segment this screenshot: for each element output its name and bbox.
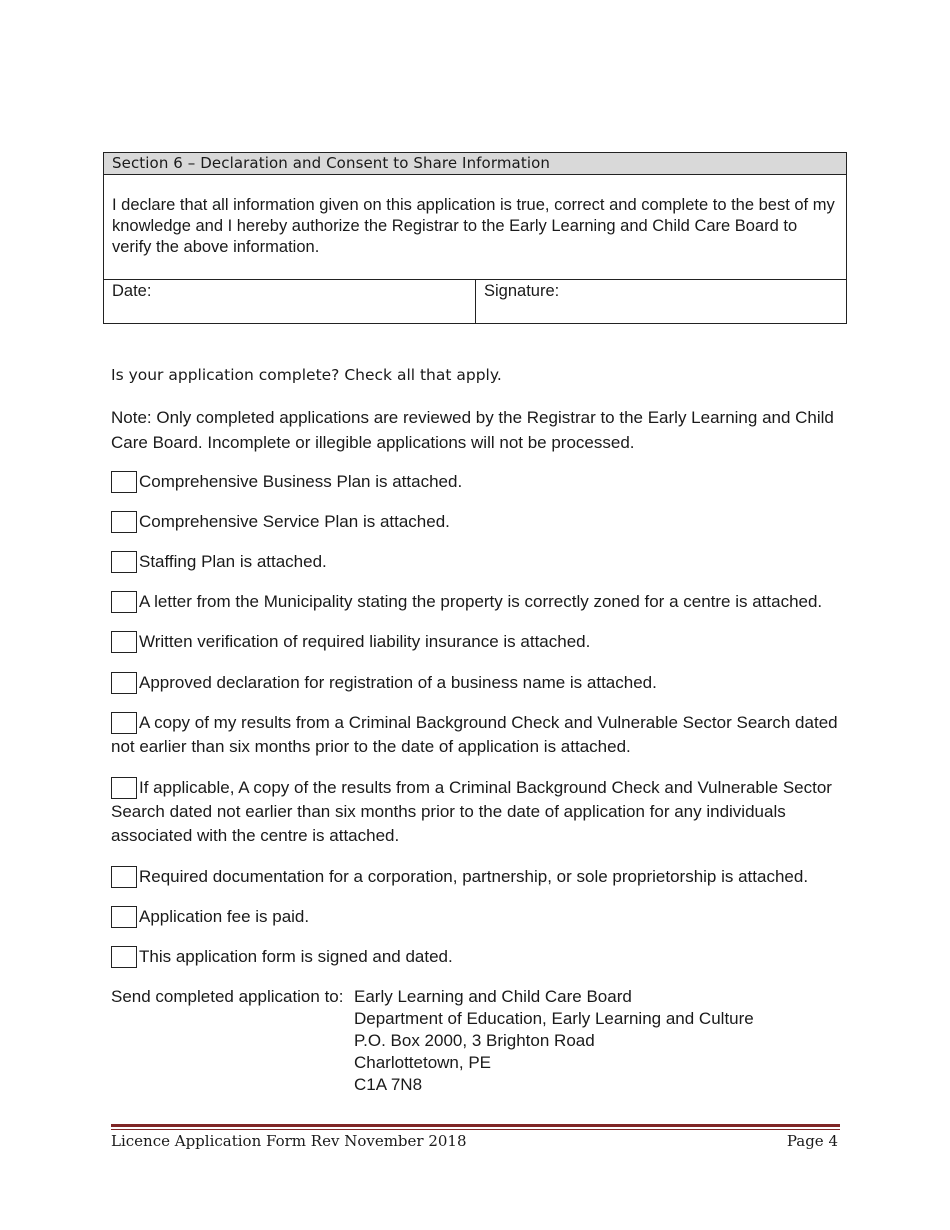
signature-label: Signature: [484, 282, 560, 300]
checklist-item-label: If applicable, A copy of the results from a Criminal Background Check and Vulnerable Sector Search dated not earlier than six months prior to the date of application for any individuals associated with the centre is attached. [111, 778, 832, 845]
checklist-item-insurance [111, 630, 841, 654]
checklist-title: Is your application complete? Check all that apply. [111, 366, 502, 384]
checklist-item-label: Staffing Plan is attached. [139, 552, 327, 571]
checklist-item-business-name [111, 671, 841, 695]
checklist-item-signed [111, 945, 841, 969]
checklist-item-associates-check [111, 776, 841, 848]
checkbox[interactable] [111, 777, 137, 799]
address-line: Early Learning and Child Care Board [354, 987, 632, 1006]
date-signature-row [104, 280, 846, 323]
checklist-item-zoning-letter [111, 590, 841, 614]
checklist-item-label: Comprehensive Business Plan is attached. [139, 472, 463, 491]
declaration-section-table [103, 152, 847, 324]
checklist-item-label: A letter from the Municipality stating the property is correctly zoned for a centre is attached. [139, 592, 823, 611]
checkbox[interactable] [111, 631, 137, 653]
address-line: Charlottetown, PE [354, 1053, 492, 1072]
address-line: P.O. Box 2000, 3 Brighton Road [354, 1031, 595, 1050]
checkbox[interactable] [111, 471, 137, 493]
date-label: Date: [112, 282, 152, 300]
footer-divider-thin [111, 1129, 840, 1130]
address-line: Department of Education, Early Learning and Culture [354, 1009, 754, 1028]
checklist-item-business-plan [111, 470, 841, 494]
checklist-item-label: A copy of my results from a Criminal Background Check and Vulnerable Sector Search dated not earlier than six months prior to the date of application is attached. [111, 713, 838, 756]
address-line: C1A 7N8 [354, 1075, 423, 1094]
footer-form-name: Licence Application Form Rev November 2018 [111, 1132, 467, 1150]
checklist-item-label: This application form is signed and dated. [139, 947, 453, 966]
mailing-address [354, 986, 754, 1096]
checkbox[interactable] [111, 946, 137, 968]
checklist-item-label: Required documentation for a corporation, partnership, or sole proprietorship is attached. [139, 867, 809, 886]
signature-field[interactable] [476, 280, 846, 323]
date-field[interactable] [104, 280, 476, 323]
checkbox[interactable] [111, 906, 137, 928]
declaration-text: I declare that all information given on this application is true, correct and complete to the best of my knowledge and I hereby authorize the Registrar to the Early Learning and Child Care Board to verify the above information. [104, 175, 846, 280]
checklist-item-staffing-plan [111, 550, 841, 574]
checklist-item-label: Application fee is paid. [139, 907, 310, 926]
checkbox[interactable] [111, 866, 137, 888]
checklist-item-service-plan [111, 510, 841, 534]
checklist-item-criminal-check [111, 711, 841, 759]
checkbox[interactable] [111, 511, 137, 533]
checklist-item-fee [111, 905, 841, 929]
checklist-item-label: Approved declaration for registration of a business name is attached. [139, 673, 657, 692]
checkbox[interactable] [111, 712, 137, 734]
checkbox[interactable] [111, 591, 137, 613]
checklist-item-label: Written verification of required liability insurance is attached. [139, 632, 591, 651]
footer-divider [111, 1124, 840, 1127]
checklist-item-label: Comprehensive Service Plan is attached. [139, 512, 450, 531]
checkbox[interactable] [111, 551, 137, 573]
checklist-item-corporate-docs [111, 865, 841, 889]
footer-page-number: Page 4 [786, 1132, 838, 1150]
checkbox[interactable] [111, 672, 137, 694]
send-label: Send completed application to: [111, 987, 344, 1006]
section-title: Section 6 – Declaration and Consent to Share Information [104, 153, 846, 175]
checklist-note: Note: Only completed applications are reviewed by the Registrar to the Early Learning and Child Care Board. Incomplete or illegible applications will not be processed. [111, 408, 834, 452]
